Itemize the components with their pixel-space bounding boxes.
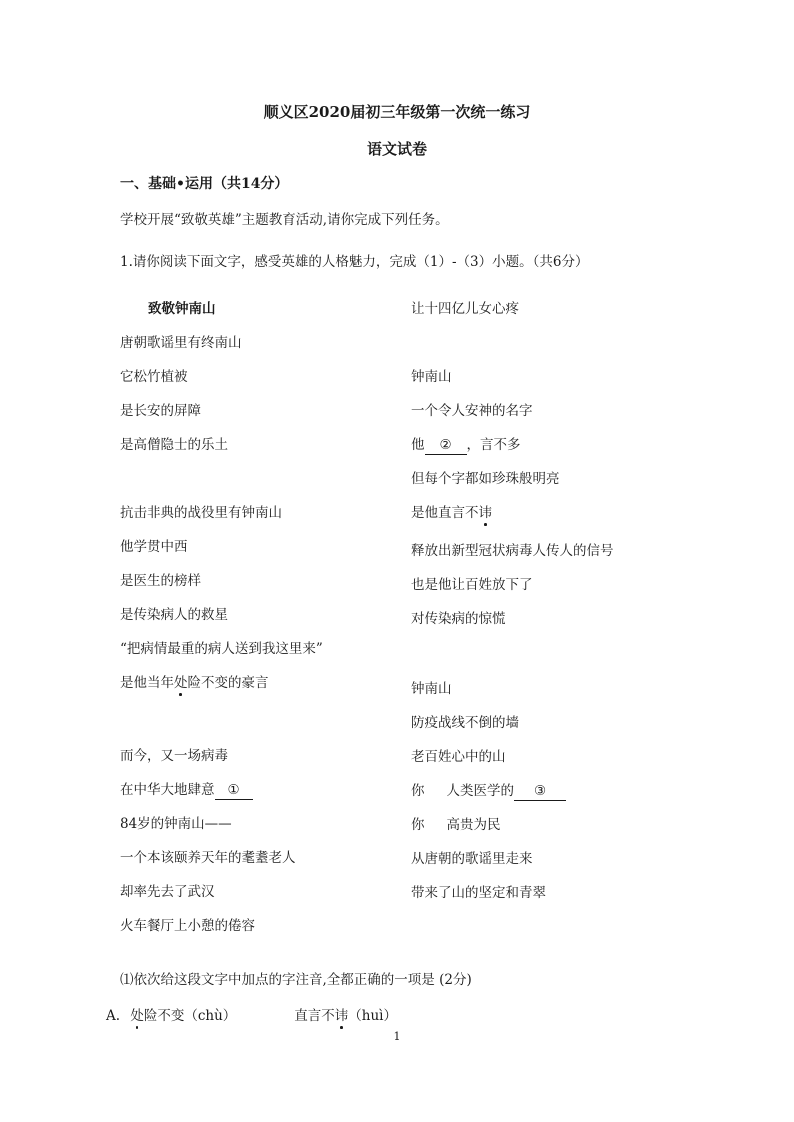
poem-line: 抗击非典的战役里有钟南山: [120, 505, 282, 521]
section-heading: 一、基础•运用（共14分）: [120, 176, 289, 192]
blank-1[interactable]: ①: [215, 783, 253, 800]
poem-text: 是他当年: [120, 675, 174, 691]
option-text: 险不变（chù）: [143, 1008, 237, 1024]
poem-line: 是传染病人的救星: [120, 607, 228, 623]
poem-line: 是长安的屏障: [120, 403, 201, 419]
poem-text: 在中华大地肆意: [120, 782, 215, 798]
poem-line: 是高僧隐士的乐土: [120, 437, 228, 453]
poem-line: 一个本该颐养天年的耄耋老人: [120, 850, 296, 866]
dotted-character: 讳: [335, 1004, 349, 1024]
poem-text: 人类医学的: [446, 783, 514, 799]
dotted-character: 讳: [479, 501, 493, 521]
poem-line: 老百姓心中的山: [411, 749, 506, 765]
poem-line: 却率先去了武汉: [120, 884, 215, 900]
question-1-prompt: 1.请你阅读下面文字，感受英雄的人格魅力，完成（1）-（3）小题。（共6分）: [120, 254, 589, 270]
page-title: 顺义区2020届初三年级第一次统一练习: [263, 103, 531, 121]
poem-text: 是他直言不: [411, 505, 479, 521]
poem-line: [411, 813, 501, 833]
poem-text: ，言不多: [466, 437, 521, 453]
poem-line: 但每个字都如珍珠般明亮: [411, 471, 560, 487]
section-intro: 学校开展“致敬英雄”主题教育活动,请你完成下列任务。: [120, 212, 449, 228]
blank-3[interactable]: ③: [514, 784, 566, 801]
poem-line: 一个令人安神的名字: [411, 403, 533, 419]
blank-2[interactable]: ②: [425, 438, 467, 455]
poem-line: 从唐朝的歌谣里走来: [411, 851, 533, 867]
poem-line: 是医生的榜样: [120, 573, 201, 589]
poem-line: [120, 778, 253, 800]
poem-line: 84岁的钟南山——: [120, 816, 232, 832]
poem-line: 释放出新型冠状病毒人传人的信号: [411, 543, 614, 559]
poem-line: “把病情最重的病人送到我这里来”: [120, 641, 323, 657]
poem-line: 唐朝歌谣里有终南山: [120, 335, 242, 351]
poem-line: [411, 779, 566, 801]
poem-text: 险不变的豪言: [187, 675, 269, 691]
page-subtitle: 语文试卷: [366, 140, 427, 158]
poem-text: 高贵为民: [446, 817, 501, 833]
poem-text: 你: [411, 817, 425, 833]
poem-title: 致敬钟南山: [148, 301, 216, 317]
option-label: A.: [106, 1008, 121, 1024]
poem-line: 防疫战线不倒的墙: [411, 715, 519, 731]
poem-line: 对传染病的惊慌: [411, 611, 506, 627]
poem-line: [411, 433, 521, 455]
poem-line: 他学贯中西: [120, 539, 188, 555]
poem-line: 钟南山: [411, 681, 452, 697]
poem-line: 而今，又一场病毒: [120, 748, 228, 764]
question-1-1-prompt: ⑴依次给这段文字中加点的字注音,全都正确的一项是 (2分): [120, 972, 472, 988]
poem-line: 火车餐厅上小憩的倦容: [120, 918, 255, 934]
poem-line: [120, 671, 269, 691]
poem-line: 它松竹植被: [120, 369, 188, 385]
poem-line: 带来了山的坚定和青翠: [411, 885, 546, 901]
poem-line: 也是他让百姓放下了: [411, 577, 533, 593]
page-number: 1: [393, 1030, 401, 1043]
option-a[interactable]: [106, 1004, 397, 1024]
poem-text: 你: [411, 783, 425, 799]
option-text: 直言不: [294, 1008, 335, 1024]
poem-line: 钟南山: [411, 369, 452, 385]
dotted-character: 处: [130, 1004, 144, 1024]
poem-line: [411, 501, 492, 521]
poem-line: 让十四亿儿女心疼: [411, 301, 519, 317]
option-text: （huì）: [348, 1008, 398, 1024]
poem-text: 他: [411, 437, 425, 453]
dotted-character: 处: [174, 671, 188, 691]
